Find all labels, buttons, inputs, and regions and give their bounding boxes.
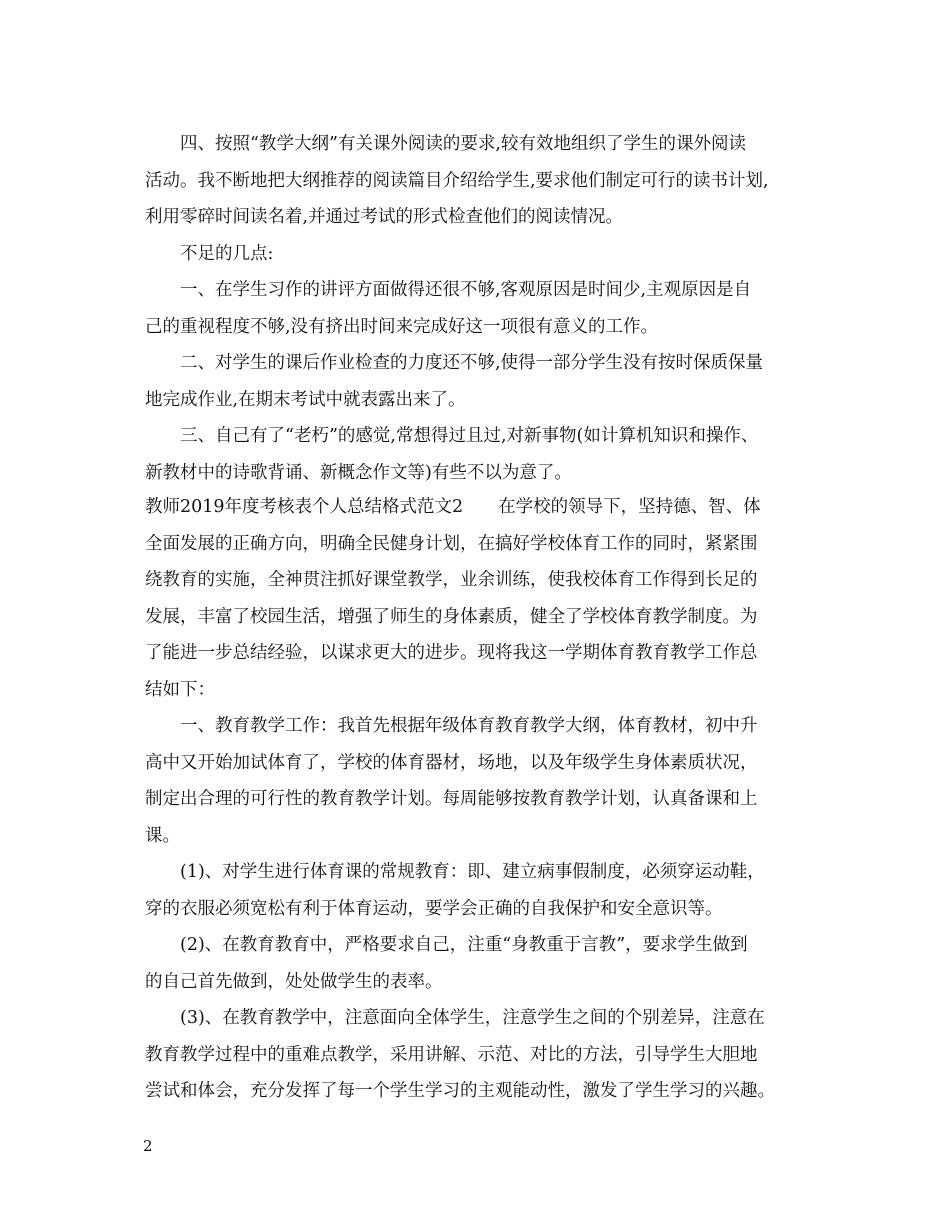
text-line: 四、按照“教学大纲”有关课外阅读的要求,较有效地组织了学生的课外阅读 [180, 134, 746, 154]
text-line: 二、对学生的课后作业检查的力度还不够,使得一部分学生没有按时保质保量 [180, 353, 764, 373]
text-line: 了能进一步总结经验，以谋求更大的进步。现将我这一学期体育教育教学工作总 [145, 643, 758, 663]
text-line: (2)、在教育教育中，严格要求自己，注重“身教重于言教”，要求学生做到 [180, 935, 748, 955]
text-line: 新教材中的诗歌背诵、新概念作文等)有些不以为意了。 [145, 463, 572, 483]
text-line: 全面发展的正确方向，明确全民健身计划，在搞好学校体育工作的同时，紧紧围 [145, 534, 758, 554]
text-line: 教育教学过程中的重难点教学，采用讲解、示范、对比的方法，引导学生大胆地 [145, 1045, 758, 1065]
text-line: 高中又开始加试体育了，学校的体育器材，场地，以及年级学生身体素质状况， [145, 753, 758, 773]
text-line: 己的重视程度不够,没有挤出时间来完成好这一项很有意义的工作。 [145, 317, 659, 337]
text-line: 制定出合理的可行性的教育教学计划。每周能够按教育教学计划，认真备课和上 [145, 789, 758, 809]
text-line: 穿的衣服必须宽松有利于体育运动，要学会正确的自我保护和安全意识等。 [145, 899, 723, 919]
text-line: 三、自己有了“老朽”的感觉,常想得过且过,对新事物(如计算机知识和操作、 [180, 426, 759, 446]
text-line: 尝试和体会，充分发挥了每一个学生学习的主观能动性，激发了学生学习的兴趣。 [145, 1081, 775, 1101]
text-line: 的自己首先做到，处处做学生的表率。 [145, 972, 443, 992]
text-line: 教师2019年度考核表个人总结格式范文2 在学校的领导下，坚持德、智、体 [145, 497, 761, 517]
text-line: 发展，丰富了校园生活，增强了师生的身体素质，健全了学校体育教学制度。为 [145, 607, 758, 627]
text-line: (3)、在教育教学中，注意面向全体学生，注意学生之间的个别差异，注意在 [180, 1008, 765, 1028]
text-line: 不足的几点: [180, 244, 274, 264]
page-number: 2 [143, 1137, 153, 1155]
text-line: 一、在学生习作的讲评方面做得还很不够,客观原因是时间少,主观原因是自 [180, 280, 752, 300]
text-line: 一、教育教学工作：我首先根据年级体育教育教学大纲，体育教材，初中升 [180, 716, 758, 736]
text-line: 地完成作业,在期末考试中就表露出来了。 [145, 390, 466, 410]
text-line: 绕教育的实施，全神贯注抓好课堂教学，业余训练，使我校体育工作得到长足的 [145, 570, 758, 590]
text-line: 课。 [145, 826, 180, 846]
text-line: 结如下： [145, 680, 215, 700]
text-line: (1)、对学生进行体育课的常规教育：即、建立病事假制度，必须穿运动鞋， [180, 862, 765, 882]
text-line: 活动。我不断地把大纲推荐的阅读篇目介绍给学生,要求他们制定可行的读书计划, [145, 171, 769, 191]
text-line: 利用零碎时间读名着,并通过考试的形式检查他们的阅读情况。 [145, 207, 624, 227]
